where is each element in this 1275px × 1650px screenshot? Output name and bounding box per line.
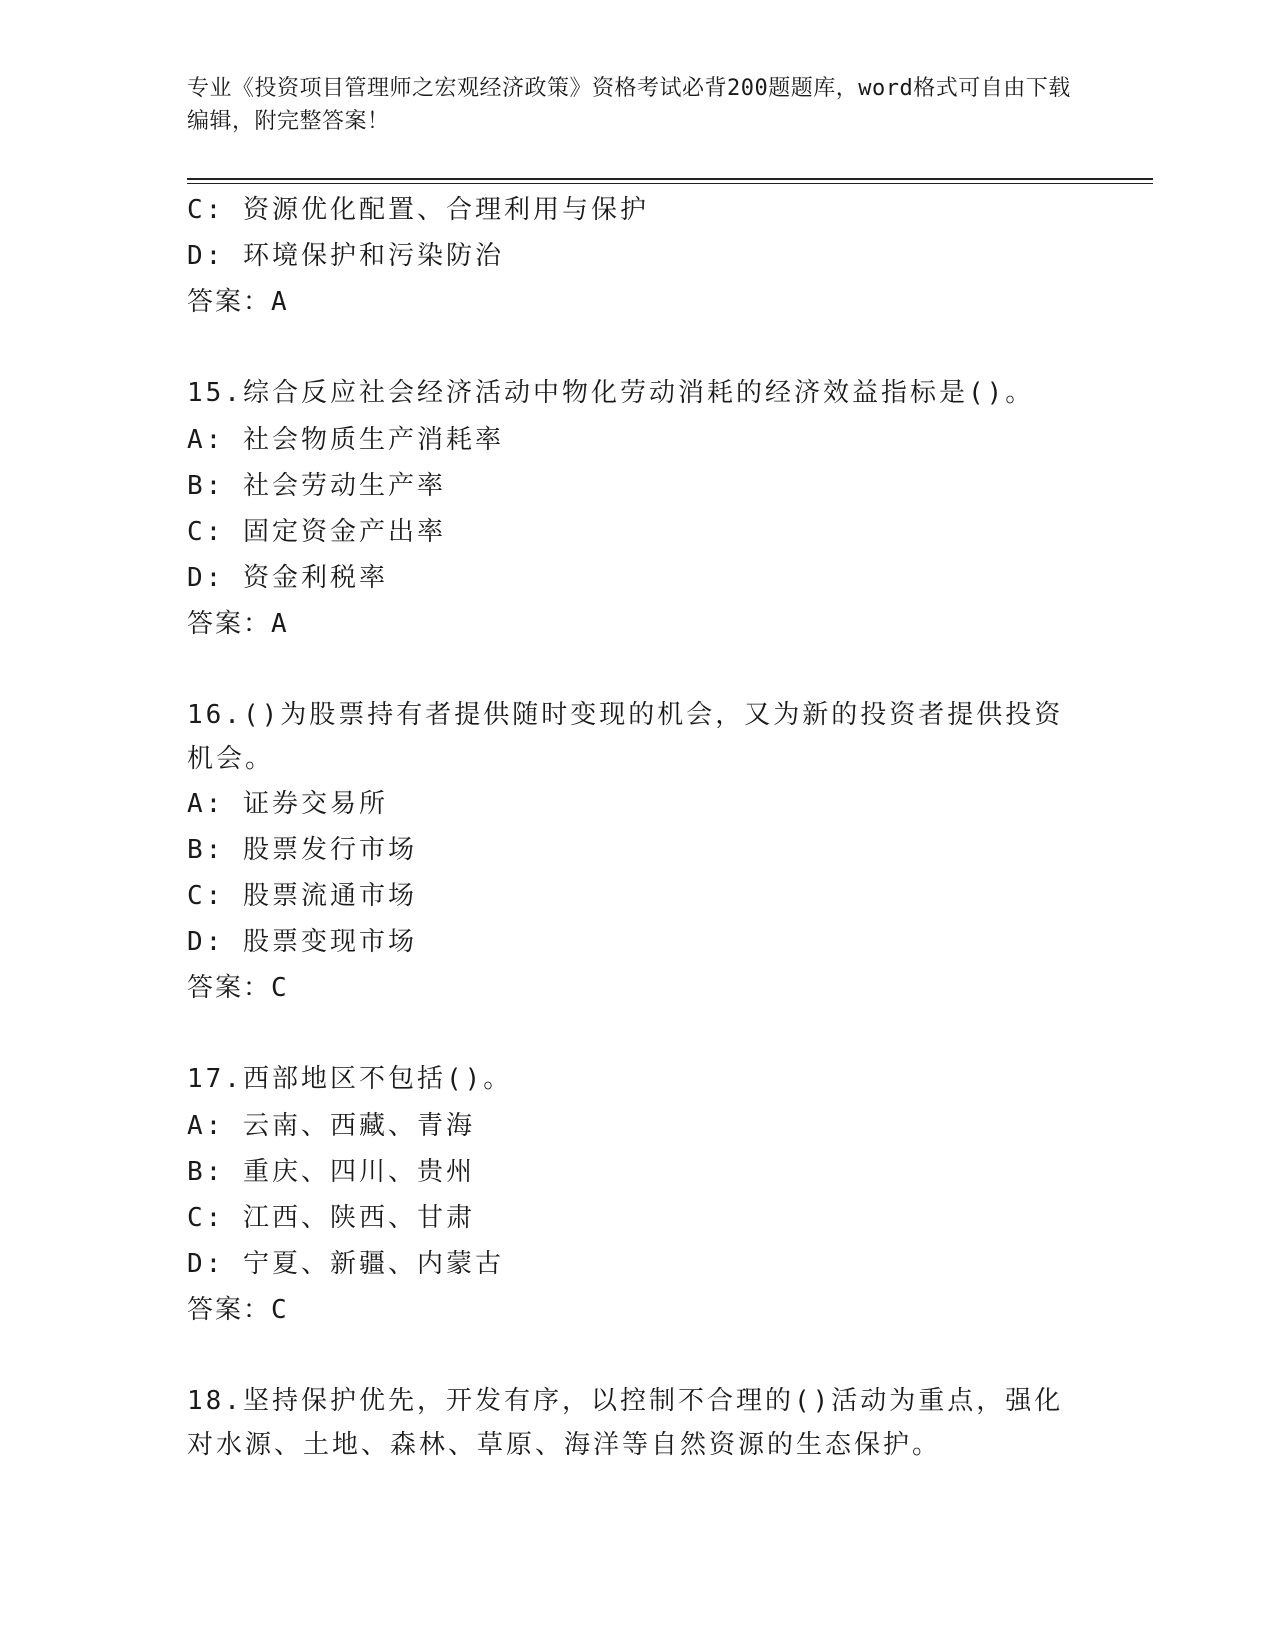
question-continued [187, 187, 1087, 325]
question-text: 17.西部地区不包括()。 [187, 1064, 513, 1094]
question-text: 18.坚持保护优先，开发有序，以控制不合理的()活动为重点，强化对水源、土地、森林、草原、海洋等自然资源的生态保护。 [187, 1386, 1064, 1460]
question-15 [187, 371, 1087, 647]
option-d: D: 资金利税率 [187, 563, 388, 593]
question-list [187, 187, 1087, 1467]
question-17 [187, 1057, 1087, 1333]
option-b: B: 股票发行市场 [187, 835, 417, 865]
question-text: 16.()为股票持有者提供随时变现的机会，又为新的投资者提供投资机会。 [187, 700, 1064, 774]
option-d: D: 股票变现市场 [187, 927, 417, 957]
option-a: A: 社会物质生产消耗率 [187, 425, 504, 455]
answer-label: 答案： [187, 973, 272, 1003]
question-text: 15.综合反应社会经济活动中物化劳动消耗的经济效益指标是()。 [187, 378, 1035, 408]
answer-value: A [271, 609, 289, 639]
option-c: C: 股票流通市场 [187, 881, 417, 911]
answer-label: 答案： [187, 609, 272, 639]
document-header [187, 72, 1087, 138]
option-c: C: 固定资金产出率 [187, 517, 446, 547]
answer-line [187, 965, 1087, 1011]
option-a: A: 证券交易所 [187, 789, 388, 819]
answer-value: C [271, 1295, 289, 1325]
header-divider-thick [187, 178, 1153, 180]
answer-value: C [271, 973, 289, 1003]
answer-line [187, 279, 1087, 325]
option-b: B: 重庆、四川、贵州 [187, 1157, 475, 1187]
question-16 [187, 693, 1087, 1011]
answer-label: 答案： [187, 287, 272, 317]
option-b: B: 社会劳动生产率 [187, 471, 446, 501]
header-text: 专业《投资项目管理师之宏观经济政策》资格考试必背200题题库，word格式可自由下载编辑，附完整答案！ [187, 76, 1071, 134]
option-c: C: 资源优化配置、合理利用与保护 [187, 195, 649, 225]
option-c: C: 江西、陕西、甘肃 [187, 1203, 475, 1233]
answer-value: A [271, 287, 289, 317]
header-divider-thin [187, 183, 1153, 184]
option-d: D: 环境保护和污染防治 [187, 241, 504, 271]
answer-line [187, 1287, 1087, 1333]
option-d: D: 宁夏、新疆、内蒙古 [187, 1249, 504, 1279]
question-18 [187, 1379, 1087, 1467]
option-a: A: 云南、西藏、青海 [187, 1111, 475, 1141]
answer-line [187, 601, 1087, 647]
answer-label: 答案： [187, 1295, 272, 1325]
